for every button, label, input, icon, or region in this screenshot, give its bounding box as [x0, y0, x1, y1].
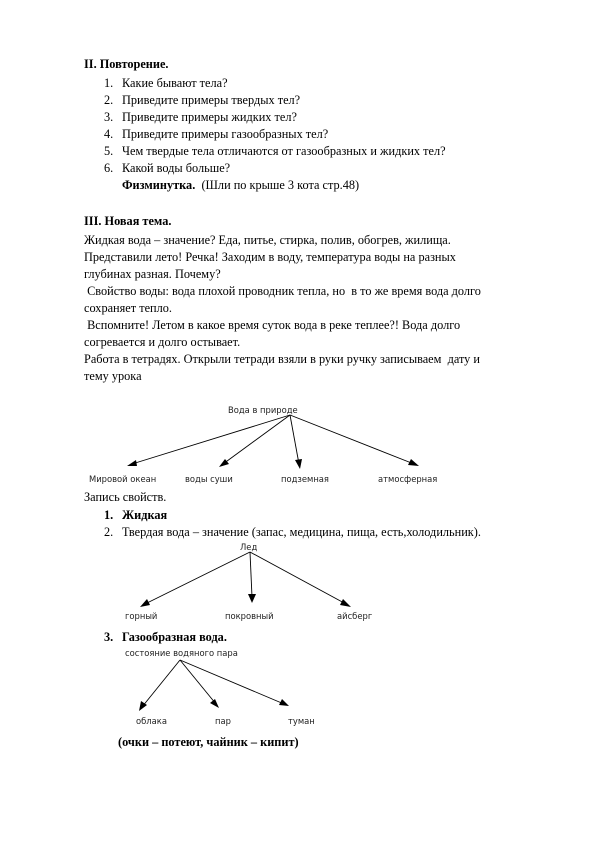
fizminutka-label: Физминутка.	[122, 178, 196, 192]
section-title-new-topic: III. Новая тема.	[84, 214, 172, 228]
arrow-to-mountain	[145, 552, 250, 604]
question-item: Приведите примеры газообразных тел?	[122, 127, 329, 141]
arrow-to-atmospheric	[290, 415, 414, 464]
paragraph-line: Работа в тетрадях. Открыли тетради взяли в руки ручку записываем дату и	[84, 352, 480, 366]
list-number: 1.	[104, 76, 114, 90]
diagram3-node: пар	[215, 716, 231, 726]
arrowhead	[408, 459, 419, 466]
list-number: 3.	[104, 630, 114, 644]
arrowhead	[140, 599, 150, 607]
diagram2-node: покровный	[225, 611, 274, 621]
property-item: Жидкая	[122, 508, 168, 522]
properties-heading: Запись свойств.	[84, 490, 167, 504]
arrowhead	[127, 460, 137, 466]
paragraph-line: глубинах разная. Почему?	[84, 267, 221, 281]
arrow-to-fog	[180, 660, 284, 704]
diagram1-root: Вода в природе	[228, 405, 298, 415]
section-title-repetition: II. Повторение.	[84, 57, 169, 71]
list-number: 2.	[104, 525, 114, 539]
arrowhead	[340, 599, 351, 607]
diagram1-node: воды суши	[185, 474, 233, 484]
list-number: 3.	[104, 110, 114, 124]
diagram3-node: облака	[136, 716, 167, 726]
diagram2-root: Лед	[240, 542, 258, 552]
question-item: Приведите примеры жидких тел?	[122, 110, 297, 124]
diagram2-node: горный	[125, 611, 158, 621]
arrow-to-underground	[290, 415, 299, 464]
list-number: 6.	[104, 161, 114, 175]
arrowhead	[279, 699, 289, 706]
diagram1-node: атмосферная	[378, 474, 438, 484]
gas-item: Газообразная вода.	[122, 630, 227, 644]
diagram1-node: Мировой океан	[89, 474, 157, 484]
paragraph-line: Свойство воды: вода плохой проводник тепла, но в то же время вода долго	[84, 284, 481, 298]
paragraph-line: согревается и долго остывает.	[84, 335, 241, 349]
closing-note: (очки – потеют, чайник – кипит)	[118, 735, 299, 749]
diagram2-node: айсберг	[337, 611, 373, 621]
arrow-to-steam	[180, 660, 216, 704]
paragraph-line: Жидкая вода – значение? Еда, питье, стирка, полив, обогрев, жилища.	[84, 233, 451, 247]
arrowhead	[210, 699, 219, 708]
question-item: Чем твердые тела отличаются от газообразных и жидких тел?	[122, 144, 446, 158]
arrow-to-world-ocean	[132, 415, 290, 464]
question-item: Приведите примеры твердых тел?	[122, 93, 301, 107]
paragraph-line: Представили лето! Речка! Заходим в воду, температура воды на разных	[84, 250, 456, 264]
diagram1-node: подземная	[281, 474, 329, 484]
paragraph-line: тему урока	[84, 369, 142, 383]
fizminutka-text: (Шли по крыше 3 кота стр.48)	[201, 178, 360, 192]
arrow-to-iceberg	[250, 552, 346, 604]
arrow-to-land-waters	[223, 415, 290, 464]
paragraph-line: сохраняет тепло.	[84, 301, 172, 315]
arrowhead	[248, 594, 256, 603]
list-number: 2.	[104, 93, 114, 107]
arrow-to-cover	[250, 552, 252, 597]
list-number: 4.	[104, 127, 114, 141]
list-number: 1.	[104, 508, 114, 522]
question-item: Какие бывают тела?	[122, 76, 228, 90]
property-item: Твердая вода – значение (запас, медицина, пища, есть,холодильник).	[122, 525, 481, 539]
list-number: 5.	[104, 144, 114, 158]
question-item: Какой воды больше?	[122, 161, 231, 175]
arrowhead	[295, 459, 302, 469]
arrow-to-clouds	[142, 660, 180, 707]
diagram3-root: состояние водяного пара	[125, 648, 238, 658]
diagram3-node: туман	[288, 716, 315, 726]
paragraph-line: Вспомните! Летом в какое время суток вода в реке теплее?! Вода долго	[84, 318, 461, 332]
